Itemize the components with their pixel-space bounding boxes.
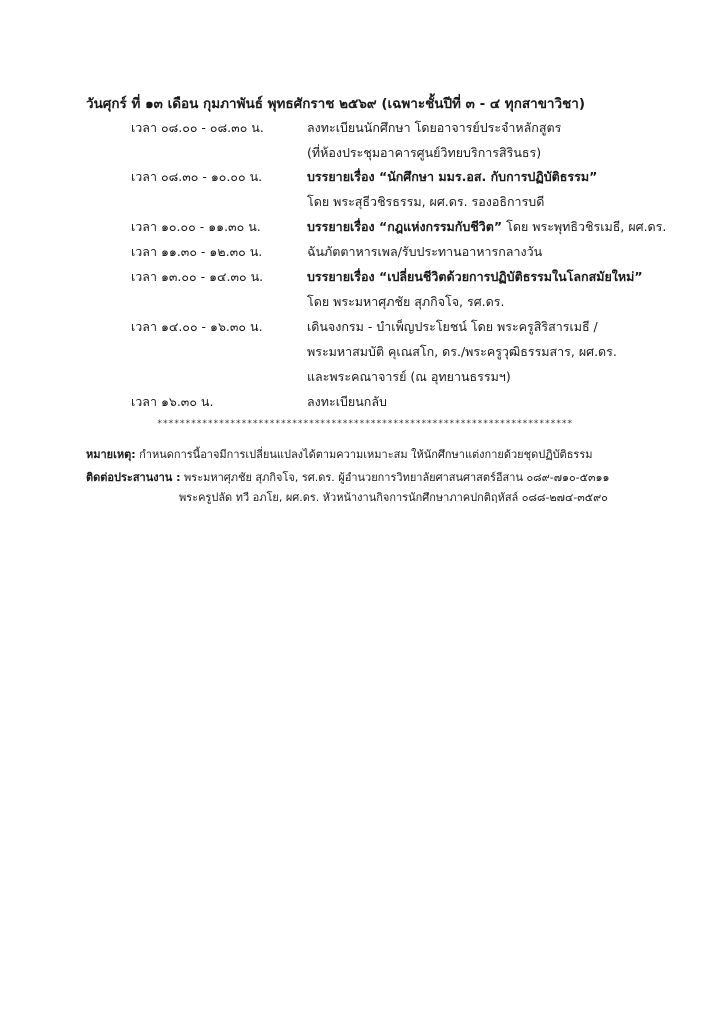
schedule-row	[0, 367, 724, 389]
note-label: หมายเหตุ:	[86, 448, 136, 461]
page-heading: วันศุกร์ ที่ ๑๓ เดือน กุมภาพันธ์ พุทธศักราช ๒๕๖๙ (เฉพาะชั้นปีที่ ๓ - ๔ ทุกสาขาวิชา)	[86, 96, 585, 112]
note-text: กำหนดการนี้อาจมีการเปลี่ยนแปลงได้ตามความเหมาะสม ให้นักศึกษาแต่งกายด้วยชุดปฏิบัติธรรม	[135, 448, 593, 461]
schedule-row	[0, 292, 724, 314]
schedule-row	[0, 192, 724, 214]
schedule-desc: โดย พระมหาศุภชัย สุภกิจโจ, รศ.ดร.	[307, 294, 505, 309]
schedule-desc: ลงทะเบียนกลับ	[307, 394, 387, 409]
contact-line-2: พระครูปลัด ทวี อภโย, ผศ.ดร. หัวหน้างานกิจการนักศึกษาภาคปกติฤหัสล์ ๐๘๘-๒๗๔-๓๕๙๐	[179, 491, 608, 504]
schedule-desc: โดย พระสุธีวชิรธรรม, ผศ.ดร. รองอธิการบดี	[307, 194, 545, 209]
schedule-row	[0, 167, 724, 189]
schedule-time: เวลา ๑๑.๓๐ - ๑๒.๓๐ น.	[131, 244, 263, 259]
schedule-desc: และพระคณาจารย์ (ณ อุทยานธรรมฯ)	[307, 369, 511, 384]
note	[86, 445, 592, 463]
contact-label: ติดต่อประสานงาน :	[86, 471, 181, 484]
schedule-desc: (ที่ห้องประชุมอาคารศูนย์วิทยบริการสิรินธร)	[307, 145, 542, 160]
schedule-time: เวลา ๑๐.๐๐ - ๑๑.๓๐ น.	[131, 219, 261, 234]
contact-line-1: พระมหาศุภชัย สุภกิจโจ, รศ.ดร. ผู้อำนวยการวิทยาลัยศาสนศาสตร์อีสาน ๐๘๙-๗๑๐-๕๓๑๑	[180, 471, 610, 484]
schedule-row	[0, 317, 724, 339]
schedule-row	[0, 242, 724, 264]
contact	[86, 468, 609, 486]
schedule-desc: ฉันภัตตาหารเพล/รับประทานอาหารกลางวัน	[307, 244, 543, 259]
schedule-row	[0, 342, 724, 364]
schedule-row	[0, 118, 724, 140]
schedule-time: เวลา ๑๖.๓๐ น.	[131, 394, 214, 409]
schedule-time: เวลา ๑๔.๐๐ - ๑๖.๓๐ น.	[131, 319, 263, 334]
schedule-desc: บรรยายเรื่อง “เปลี่ยนชีวิตด้วยการปฏิบัติธรรมในโลกสมัยใหม่”	[307, 269, 643, 284]
schedule-desc: บรรยายเรื่อง “กฎแห่งกรรมกับชีวิต” โดย พระพุทธิวชิรเมธี, ผศ.ดร.	[307, 219, 667, 234]
schedule-row	[0, 267, 724, 289]
separator-line: **************************************************************************	[157, 419, 573, 429]
schedule-row	[0, 217, 724, 239]
schedule-desc: เดินจงกรม - บำเพ็ญประโยชน์ โดย พระครูสิริสารเมธี /	[307, 319, 598, 334]
schedule-desc: บรรยายเรื่อง “นักศึกษา มมร.อส. กับการปฏิบัติธรรม”	[307, 169, 598, 184]
schedule-row	[0, 143, 724, 165]
schedule-time: เวลา ๐๘.๓๐ - ๑๐.๐๐ น.	[131, 169, 263, 184]
schedule-desc: พระมหาสมบัติ คุเณสโก, ดร./พระครูวุฒิธรรมสาร, ผศ.ดร.	[307, 344, 617, 359]
schedule-time: เวลา ๐๘.๐๐ - ๐๘.๓๐ น.	[131, 120, 264, 135]
schedule-time: เวลา ๑๓.๐๐ - ๑๔.๓๐ น.	[131, 269, 264, 284]
schedule-desc: ลงทะเบียนนักศึกษา โดยอาจารย์ประจำหลักสูตร	[307, 120, 562, 135]
schedule-row	[0, 392, 724, 414]
